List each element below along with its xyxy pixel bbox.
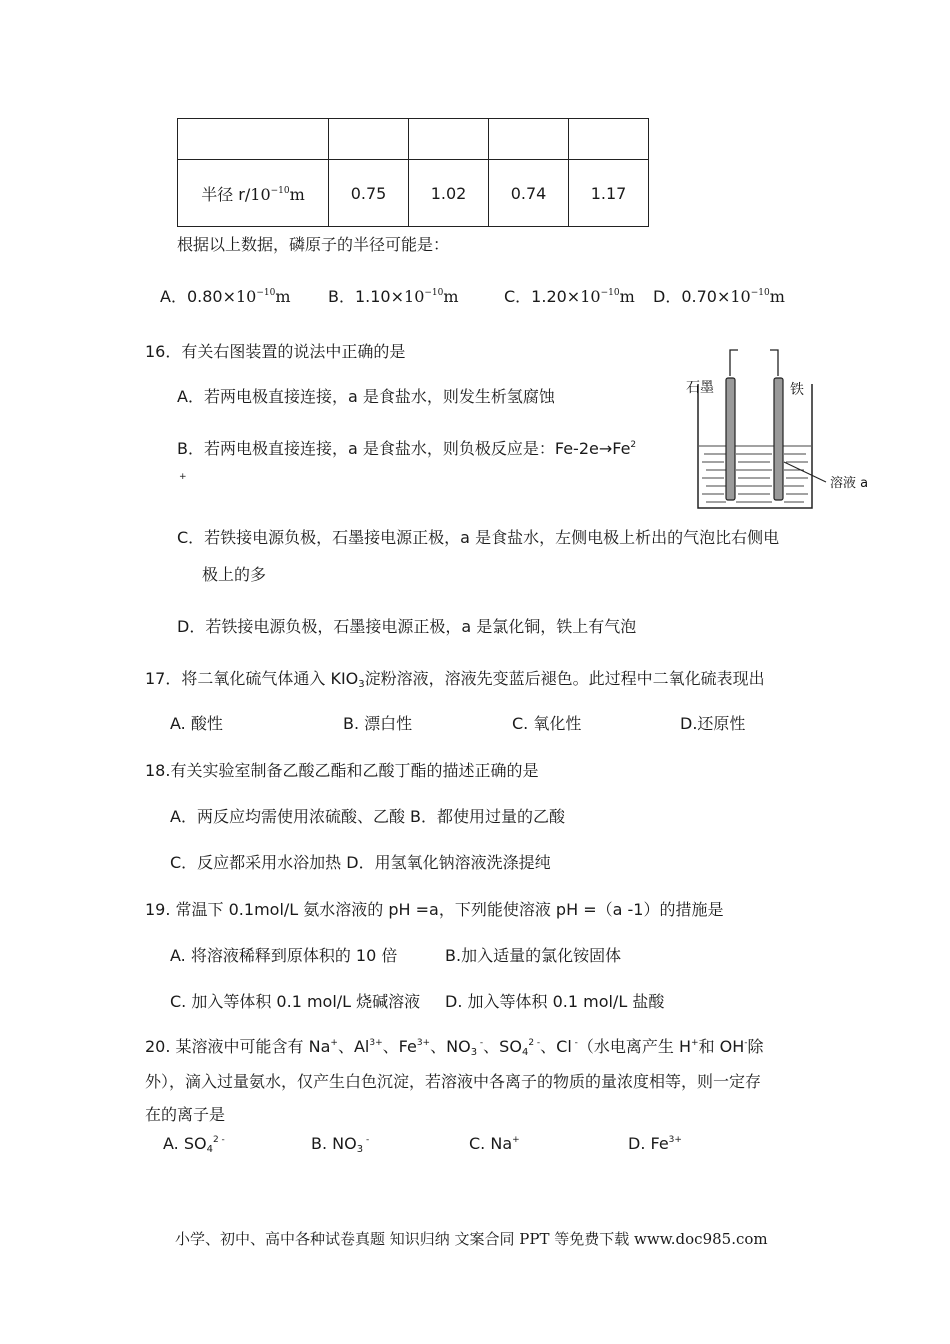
- electrolysis-diagram: [686, 342, 882, 512]
- q16-option-b: [177, 436, 636, 459]
- option-exp: −10: [256, 288, 276, 298]
- option-text: B. NO: [311, 1134, 357, 1153]
- q16-option-c-line1: C．若铁接电源负极，石墨接电源正极，a 是食盐水，左侧电极上析出的气泡比右侧电: [177, 528, 780, 547]
- q16-option-a: A．若两电极直接连接，a 是食盐水，则发生析氢腐蚀: [177, 387, 555, 406]
- table-header-cell: [178, 119, 329, 160]
- table-header-cell: [489, 119, 569, 160]
- stem-text: 20. 某溶液中可能含有 Na: [145, 1037, 331, 1056]
- q15-option-c: [504, 284, 635, 307]
- q19-option-b: B.加入适量的氯化铵固体: [445, 946, 622, 965]
- row-unit-exp: −10: [270, 185, 290, 196]
- leader-line: [784, 462, 826, 482]
- stem-text: 、SO: [483, 1037, 522, 1056]
- iron-label: 铁: [790, 382, 804, 398]
- page-footer: 小学、初中、高中各种试卷真题 知识归纳 文案合同 PPT 等免费下载 www.doc985.com: [175, 1230, 768, 1248]
- ion-subscript: 3: [356, 1144, 364, 1155]
- option-exp: −10: [424, 288, 444, 298]
- table-cell: 1.17: [569, 160, 649, 227]
- ion-charge: 2 -: [212, 1135, 225, 1145]
- charge-superscript: 2: [630, 440, 637, 450]
- ion-charge: 3+: [369, 1038, 383, 1048]
- option-base: 10: [404, 287, 425, 306]
- q18-stem: 18.有关实验室制备乙酸乙酯和乙酸丁酯的描述正确的是: [145, 761, 539, 780]
- option-base: 10: [580, 287, 601, 306]
- table-row: [178, 160, 649, 227]
- stem-text: 、Fe: [382, 1037, 417, 1056]
- solution-label: 溶液 a: [830, 476, 869, 491]
- q15-option-a: [160, 284, 291, 307]
- solution-lines: [699, 446, 811, 502]
- ion-subscript: 3: [470, 1047, 478, 1058]
- q18-options-line2: C．反应都采用水浴加热 D．用氢氧化钠溶液洗涤提纯: [170, 853, 551, 872]
- stem-text: 、Al: [337, 1037, 370, 1056]
- q16-option-d: D．若铁接电源负极，石墨接电源正极，a 是氯化铜，铁上有气泡: [177, 617, 637, 636]
- stem-text: 淀粉溶液，溶液先变蓝后褪色。此过程中二氧化硫表现出: [364, 669, 765, 688]
- option-base: 10: [235, 287, 257, 306]
- ion-subscript: 4: [521, 1047, 529, 1058]
- table-cell: 0.74: [489, 160, 569, 227]
- q17-option-d: D.还原性: [680, 714, 746, 733]
- q20-option-c: [469, 1134, 520, 1153]
- q17-stem: [145, 666, 765, 689]
- stem-text: 除: [747, 1037, 764, 1056]
- option-exp: −10: [750, 288, 770, 298]
- ion-charge: 3+: [416, 1038, 431, 1048]
- ion-charge: -: [477, 1038, 484, 1048]
- table-header-cell: [569, 119, 649, 160]
- option-text: D．0.70×: [653, 287, 731, 306]
- q20-stem-line3: 在的离子是: [145, 1105, 226, 1124]
- q16-stem: 16．有关右图装置的说法中正确的是: [145, 342, 406, 361]
- option-unit: m: [619, 287, 635, 306]
- table-header-cell: [409, 119, 489, 160]
- graphite-label: 石墨: [686, 380, 714, 396]
- wire: [730, 350, 778, 376]
- q17-option-b: B. 漂白性: [343, 714, 413, 733]
- q20-option-d: [628, 1134, 682, 1153]
- stem-text: 、NO: [430, 1037, 471, 1056]
- ion-charge: -: [363, 1135, 370, 1145]
- option-text: B．若两电极直接连接，a 是食盐水，则负极反应是：Fe-2e→Fe: [177, 439, 631, 458]
- ion-subscript: 4: [206, 1144, 213, 1155]
- radius-table: [177, 118, 649, 227]
- q17-option-c: C. 氧化性: [512, 714, 582, 733]
- ion-charge: -: [571, 1038, 578, 1048]
- stem-text: 17．将二氧化硫气体通入 KIO: [145, 669, 359, 688]
- q15-option-d: [653, 284, 785, 307]
- row-label-cell: [178, 160, 329, 227]
- q19-option-c: C. 加入等体积 0.1 mol/L 烧碱溶液: [170, 992, 421, 1011]
- ion-charge: 2 -: [528, 1038, 541, 1048]
- option-text: C. Na: [469, 1134, 513, 1153]
- option-text: C．1.20×: [504, 287, 581, 306]
- q15-note: 根据以上数据，磷原子的半径可能是：: [177, 235, 450, 254]
- stem-text: 和 OH: [698, 1037, 745, 1056]
- ion-charge: -: [744, 1038, 748, 1048]
- row-unit-base: 10: [250, 184, 271, 204]
- q20-option-a: [163, 1134, 225, 1153]
- q16-option-c-line2: 极上的多: [202, 565, 267, 584]
- option-text: D. Fe: [628, 1134, 669, 1153]
- q16-option-b-cont: +: [179, 472, 187, 482]
- ion-charge: +: [691, 1038, 699, 1048]
- ion-charge: +: [330, 1038, 338, 1048]
- q20-option-b: [311, 1134, 369, 1153]
- q15-option-b: [328, 284, 459, 307]
- row-unit-m: m: [289, 184, 305, 204]
- q17-option-a: A. 酸性: [170, 714, 223, 733]
- subscript: 3: [358, 679, 365, 690]
- stem-text: 、Cl: [540, 1037, 572, 1056]
- q19-stem: 19. 常温下 0.1mol/L 氨水溶液的 pH =a，下列能使溶液 pH =（a -1）的措施是: [145, 900, 724, 919]
- option-base: 10: [730, 287, 751, 306]
- option-text: A．0.80×: [160, 287, 236, 306]
- option-text: A. SO: [163, 1134, 207, 1153]
- table-cell: 0.75: [329, 160, 409, 227]
- q18-options-line1: A．两反应均需使用浓硫酸、乙酸 B．都使用过量的乙酸: [170, 807, 566, 826]
- graphite-electrode: [726, 378, 735, 500]
- q19-option-d: D. 加入等体积 0.1 mol/L 盐酸: [445, 992, 665, 1011]
- option-unit: m: [769, 287, 785, 306]
- table-header-cell: [329, 119, 409, 160]
- ion-charge: +: [512, 1135, 520, 1145]
- stem-text: （水电离产生 H: [577, 1037, 692, 1056]
- row-label: 半径 r/: [201, 184, 251, 204]
- table-cell: 1.02: [409, 160, 489, 227]
- table-header-row: [178, 119, 649, 160]
- q20-stem-line2: 外），滴入过量氨水，仅产生白色沉淀，若溶液中各离子的物质的量浓度相等，则一定存: [145, 1072, 762, 1091]
- q20-stem-line1: [145, 1034, 764, 1057]
- option-unit: m: [275, 287, 291, 306]
- option-text: B．1.10×: [328, 287, 405, 306]
- q19-option-a: A. 将溶液稀释到原体积的 10 倍: [170, 946, 398, 965]
- option-unit: m: [443, 287, 459, 306]
- iron-electrode: [774, 378, 783, 500]
- ion-charge: 3+: [668, 1135, 682, 1145]
- option-exp: −10: [600, 288, 620, 298]
